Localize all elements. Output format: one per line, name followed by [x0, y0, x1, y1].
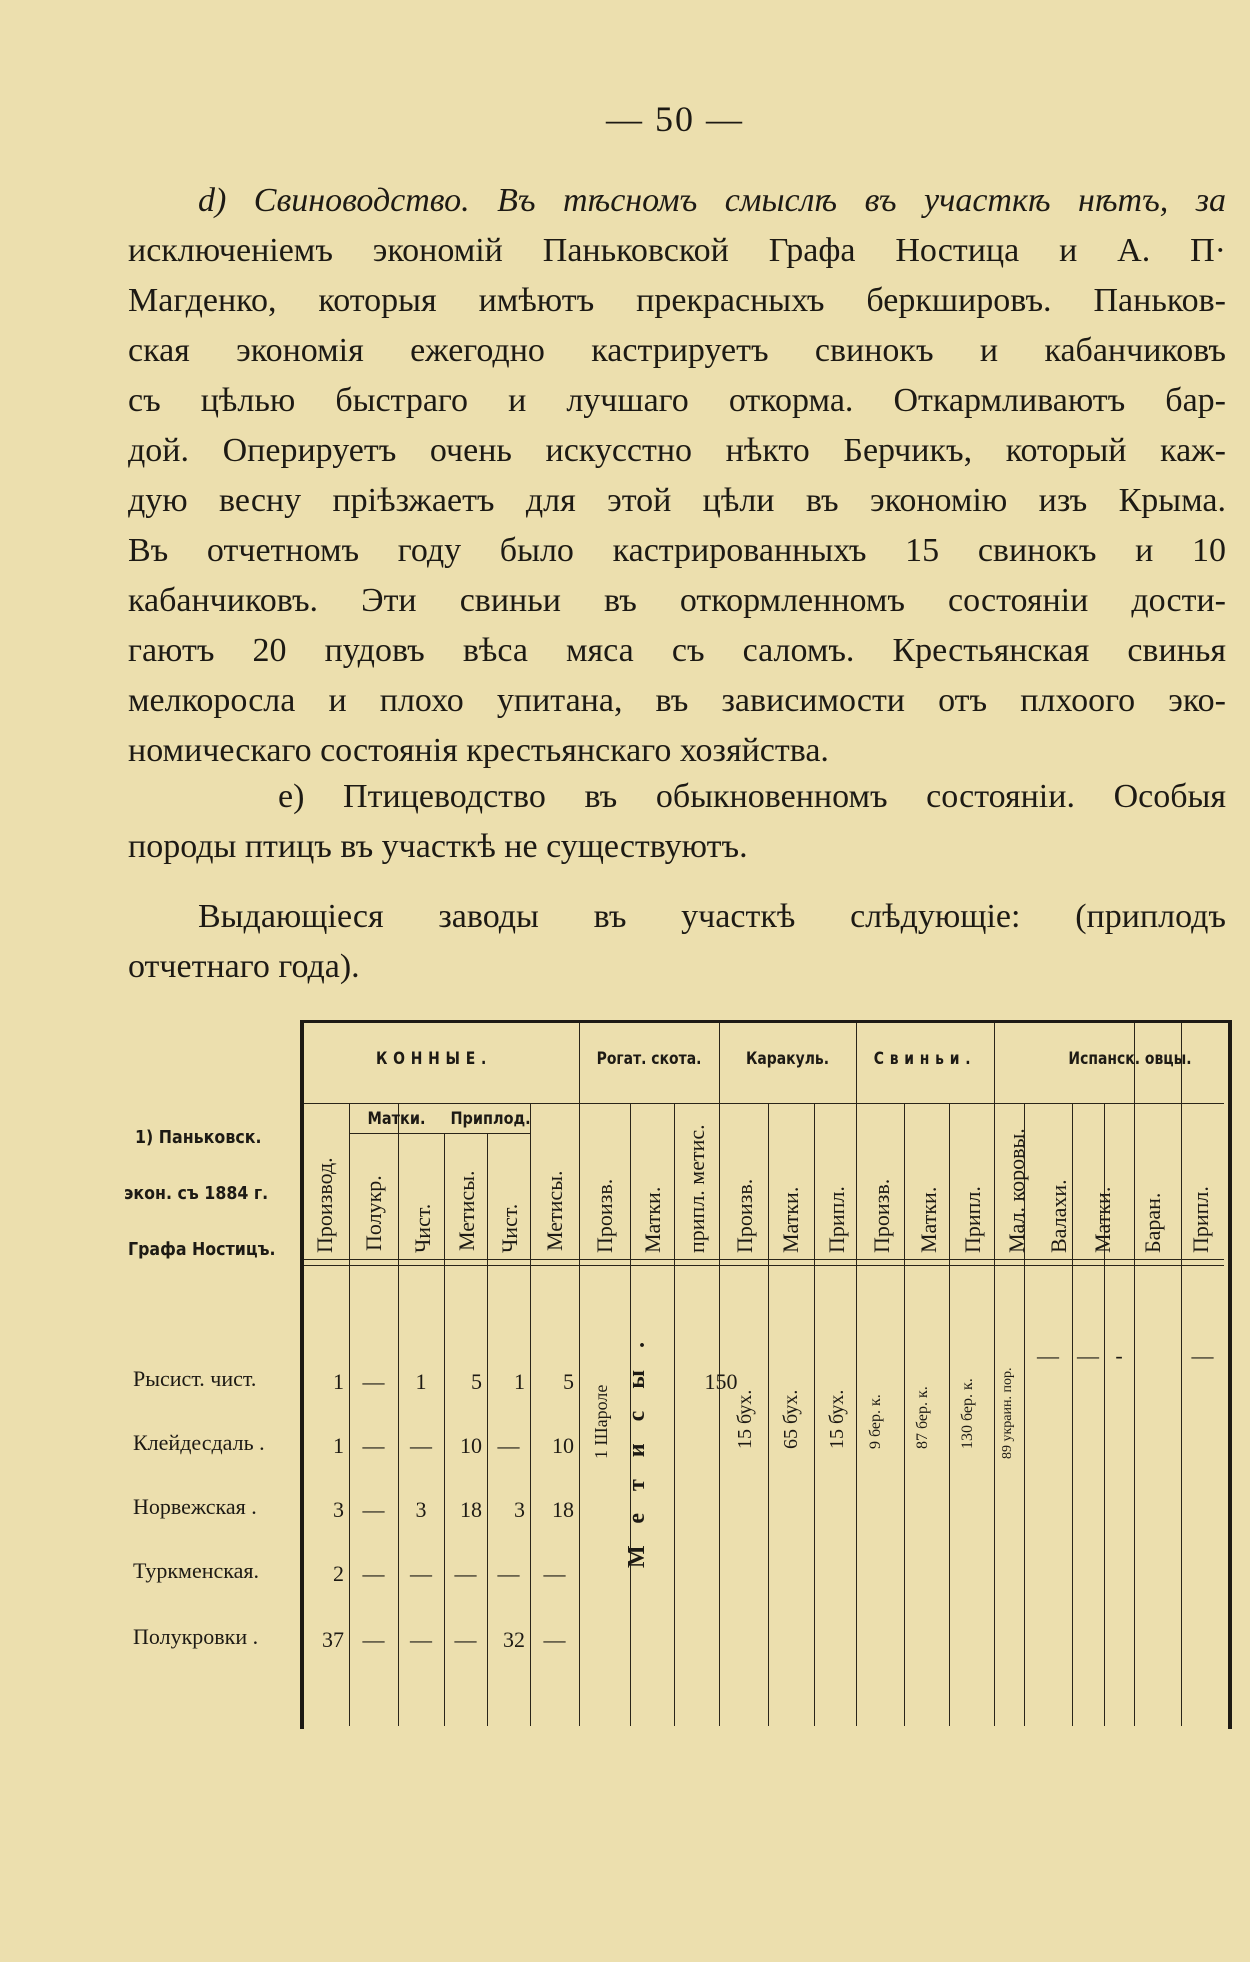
row-label: Рысист. чист. — [133, 1366, 257, 1391]
group-cattle: Рогат. скота. — [596, 1049, 702, 1069]
cattle-offspring: 150 — [704, 1369, 738, 1394]
paragraph-intro — [128, 892, 1226, 992]
estate-label-3: Графа Ностицъ. — [128, 1239, 276, 1260]
cows-value: 89 украин. пор. — [1000, 1367, 1015, 1459]
col-header: Полукр. — [361, 1175, 386, 1251]
estate-label-1: 1) Паньковск. — [135, 1127, 262, 1148]
text-line: дой. Оперируетъ очень искусстно нѣкто Берчикъ, который каж- — [128, 432, 1226, 469]
paragraph-pig-breeding — [128, 176, 1226, 776]
col-header: Производ. — [312, 1157, 337, 1253]
sheep-wal: — — [1037, 1343, 1059, 1368]
col-header: Произв. — [869, 1178, 894, 1253]
group-sheep: Испанск. овцы. — [1068, 1049, 1192, 1069]
estate-label-2: экон. съ 1884 г. — [124, 1183, 269, 1204]
pigs-offspring: 130 бер. к. — [959, 1378, 976, 1449]
cattle-producer: 1 Шароле — [591, 1384, 611, 1459]
row-label: Норвежская . — [133, 1494, 257, 1519]
text-line: гаютъ 20 пудовъ вѣса мяса съ саломъ. Крестьянская свинья — [128, 632, 1226, 669]
col-header: Матки. — [778, 1186, 803, 1253]
text-line: Въ отчетномъ году было кастрированныхъ 15 свинокъ и 10 — [128, 532, 1226, 569]
sheep-mat: — — [1077, 1343, 1099, 1368]
text-line: съ цѣлью быстраго и лучшаго откорма. Откармливаютъ бар- — [128, 382, 1226, 419]
col-header: Метисы. — [542, 1170, 567, 1251]
row-label: Туркменская. — [133, 1558, 259, 1583]
text-line: d) Свиноводство. Въ тѣсномъ смыслѣ въ участкѣ нѣтъ, за — [198, 182, 1226, 219]
col-header: Произв. — [732, 1178, 757, 1253]
karakul-producer: 15 бух. — [734, 1389, 756, 1449]
sheep-ram: - — [1115, 1343, 1123, 1368]
text-line: исключеніемъ экономій Паньковской Графа Ностица и А. П· — [128, 232, 1226, 269]
col-header: Матки. — [916, 1186, 941, 1253]
karakul-mares: 65 бух. — [780, 1389, 802, 1449]
col-header: Баран. — [1140, 1192, 1165, 1253]
col-header: Мал. коровы. — [1004, 1128, 1029, 1253]
text-line: e) Птицеводство въ обыкновенномъ состояніи. Особыя — [278, 778, 1226, 815]
page-number: — 50 — — [606, 99, 744, 139]
row-label: Полукровки . — [133, 1624, 259, 1649]
subgroup-offspring: Приплод. — [450, 1109, 531, 1129]
col-header: Чист. — [410, 1203, 435, 1253]
col-header: Припл. — [824, 1186, 849, 1253]
text-line: кабанчиковъ. Эти свиньи въ откормленномъ состояніи дости- — [128, 582, 1226, 619]
breeding-farms-table: КОННЫЕ. Рогат. скота. Каракуль. Свиньи. Испанск. овцы. Матки. Приплод. Производ. Полукр. Чист. Метисы. Чист. Метисы. Произв. Матки. припл. метис. Произв. Матки. Припл. Произв. Матки. Припл. Мал. коровы. Валахи. Матки. Баран. Припл. 1 — 1 5 1 5 1 — — 10 — 10 3 — 3 18 3 18 2 — — — — — 37 — — — 32 — 1 Шароле 150 15 бух. 65 бух. 15 бух. 9 бер. к. 87 бер. к. 130 бер. к. 89 украин. пор. — — - — — [300, 1020, 1232, 1729]
group-horses: КОННЫЕ. — [375, 1049, 493, 1069]
col-header: Валахи. — [1046, 1179, 1071, 1253]
col-header: Матки. — [640, 1186, 665, 1253]
subgroup-mares: Матки. — [367, 1109, 426, 1129]
group-pigs: Свиньи. — [873, 1049, 977, 1069]
col-header: Произв. — [592, 1178, 617, 1253]
paragraph-poultry — [128, 772, 1226, 872]
group-karakul: Каракуль. — [745, 1049, 830, 1069]
row-label: Клейдесдаль . — [133, 1430, 265, 1455]
text-line: номическаго состоянія крестьянскаго хозяйства. — [128, 732, 829, 769]
pigs-mares: 87 бер. к. — [914, 1386, 931, 1449]
col-header: Матки. — [1090, 1186, 1115, 1253]
karakul-offspring: 15 бух. — [826, 1389, 848, 1449]
col-header: Чист. — [497, 1203, 522, 1253]
col-header: Припл. — [1188, 1186, 1213, 1253]
text-line: породы птицъ въ участкѣ не существуютъ. — [128, 828, 748, 865]
text-line: Выдающіеся заводы въ участкѣ слѣдующіе: (приплодъ — [198, 898, 1226, 935]
pigs-producer: 9 бер. к. — [867, 1394, 884, 1449]
text-line: ская экономія ежегодно кастрируетъ свинокъ и кабанчиковъ — [128, 332, 1226, 369]
col-header: припл. метис. — [684, 1124, 709, 1253]
col-header: Припл. — [960, 1186, 985, 1253]
text-line: отчетнаго года). — [128, 948, 360, 985]
sheep-off: — — [1191, 1343, 1214, 1368]
text-line: мелкоросла и плохо упитана, въ зависимости отъ плхоого эко- — [128, 682, 1226, 719]
col-header: Метисы. — [454, 1170, 479, 1251]
text-line: дую весну пріѣзжаетъ для этой цѣли въ экономію изъ Крыма. — [128, 482, 1226, 519]
cattle-mares-metisy: Метисы. — [624, 1320, 650, 1568]
text-line: Магденко, которыя имѣютъ прекрасныхъ беркшировъ. Паньков- — [128, 282, 1226, 319]
